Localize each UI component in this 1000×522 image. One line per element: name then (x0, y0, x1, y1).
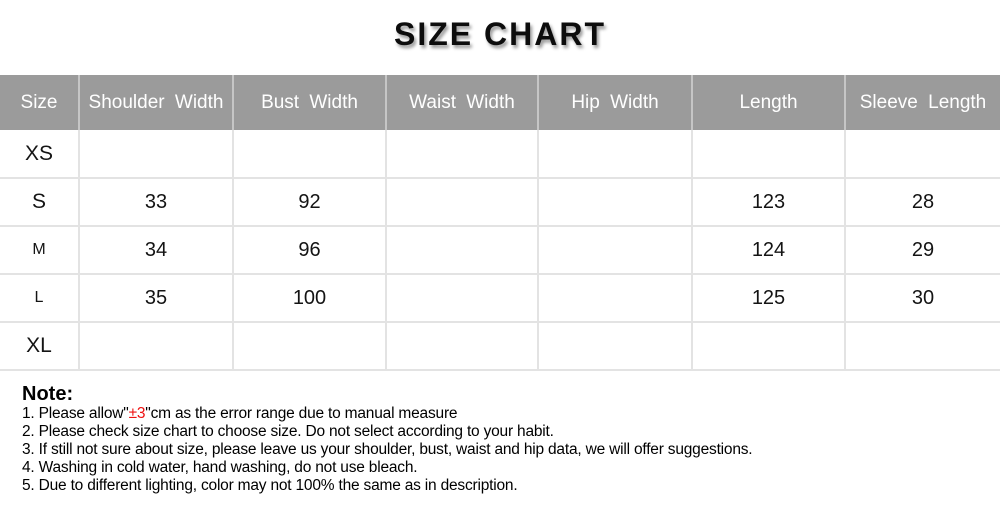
size-label: S (0, 178, 79, 226)
cell-bust: 96 (233, 226, 386, 274)
note-line-3: 3. If still not sure about size, please leave us your shoulder, bust, waist and hip data, we will offer suggestions. (22, 441, 753, 458)
table-row-xl (0, 322, 1000, 370)
note-line-2: 2. Please check size chart to choose size. Do not select according to your habit. (22, 423, 554, 440)
cell-hip (538, 226, 692, 274)
size-label: M (0, 226, 79, 274)
note-line-4: 4. Washing in cold water, hand washing, do not use bleach. (22, 459, 418, 476)
column-header-shoulder-width: Shoulder Width (79, 75, 233, 130)
cell-sleeve (845, 130, 1000, 178)
cell-length: 123 (692, 178, 845, 226)
table-header (0, 75, 1000, 130)
note-line-5: 5. Due to different lighting, color may not 100% the same as in description. (22, 477, 518, 494)
note-line-1-suffix: "cm as the error range due to manual measure (145, 405, 458, 422)
notes-section (22, 383, 1000, 495)
cell-bust: 92 (233, 178, 386, 226)
cell-length (692, 322, 845, 370)
column-header-length: Length (692, 75, 845, 130)
note-line-1 (22, 405, 1000, 423)
cell-length: 125 (692, 274, 845, 322)
cell-bust: 100 (233, 274, 386, 322)
column-header-waist-width: Waist Width (386, 75, 538, 130)
note-line-1-prefix: 1. Please allow" (22, 405, 129, 422)
cell-hip (538, 178, 692, 226)
size-label: XL (0, 322, 79, 370)
cell-length: 124 (692, 226, 845, 274)
cell-sleeve: 30 (845, 274, 1000, 322)
page-title: SIZE CHART (394, 16, 606, 52)
cell-waist (386, 322, 538, 370)
cell-bust (233, 322, 386, 370)
table-row-l (0, 274, 1000, 322)
cell-sleeve: 29 (845, 226, 1000, 274)
column-header-hip-width: Hip Width (538, 75, 692, 130)
notes-heading: Note: (22, 383, 74, 405)
note-line-1-tolerance-value: ±3 (128, 405, 146, 422)
column-header-bust-width: Bust Width (233, 75, 386, 130)
table-row-s (0, 178, 1000, 226)
cell-shoulder: 33 (79, 178, 233, 226)
size-label: XS (0, 130, 79, 178)
cell-hip (538, 130, 692, 178)
column-header-sleeve-length: Sleeve Length (845, 75, 1000, 130)
cell-bust (233, 130, 386, 178)
cell-waist (386, 130, 538, 178)
cell-hip (538, 322, 692, 370)
cell-waist (386, 226, 538, 274)
column-header-size: Size (0, 75, 79, 130)
cell-shoulder: 34 (79, 226, 233, 274)
cell-length (692, 130, 845, 178)
table-row-m (0, 226, 1000, 274)
header-row (0, 75, 1000, 130)
size-label: L (0, 274, 79, 322)
cell-waist (386, 274, 538, 322)
size-chart-table (0, 75, 1000, 371)
cell-sleeve (845, 322, 1000, 370)
table-body (0, 130, 1000, 370)
cell-shoulder (79, 130, 233, 178)
cell-shoulder: 35 (79, 274, 233, 322)
cell-hip (538, 274, 692, 322)
cell-waist (386, 178, 538, 226)
cell-shoulder (79, 322, 233, 370)
cell-sleeve: 28 (845, 178, 1000, 226)
table-row-xs (0, 130, 1000, 178)
